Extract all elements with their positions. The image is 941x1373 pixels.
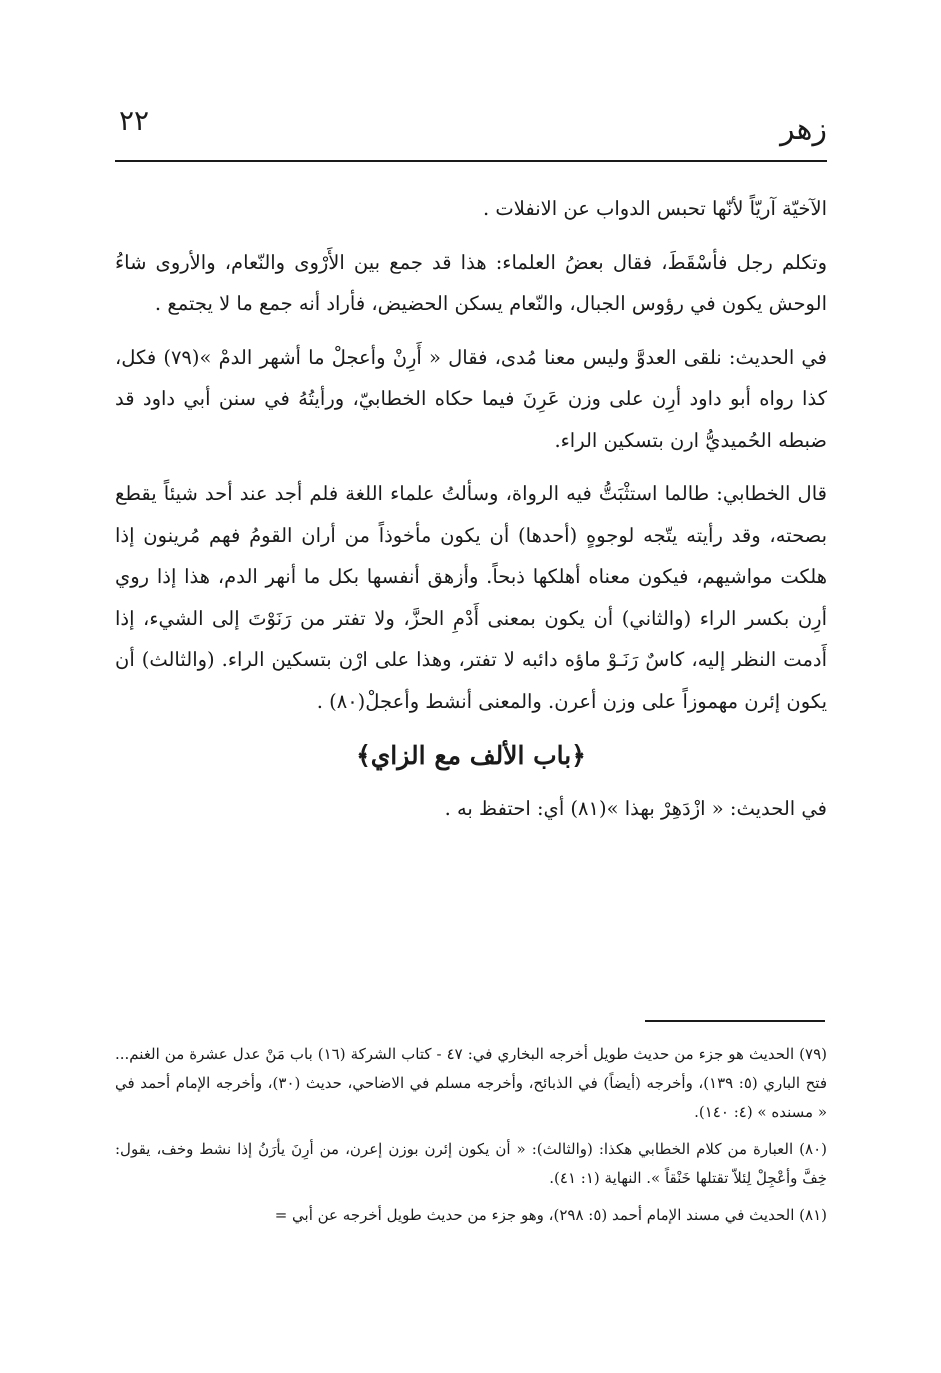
paragraph-3: في الحديث: نلقى العدوَّ وليس معنا مُدى، فقال « أَرِنْ وأعجلْ ما أشهر الدمْ »(٧٩) فكل، كذا رواه أبو داود أرِن على وزن عَرِنَ فيما حكاه الخطابيّ، ورأيتُهُ في سنن أبي داود قد ضبطه الحُميديُّ ارن بتسكين الراء. (115, 345, 827, 452)
body-text (115, 188, 827, 842)
paragraph-2: وتكلم رجل فأسْقَطَ، فقال بعضُ العلماء: هذا قد جمع بين الأَرْوى والنّعام، والأروى شاءُ الوحش يكون في رؤوس الجبال، والنّعام يسكن الحضيض، فأراد أنه جمع ما لا يجتمع . (115, 250, 827, 315)
footnote-81: (٨١) الحديث في مسند الإمام أحمد (٥: ٢٩٨)، وهو جزء من حديث طويل أخرجه عن أبي = (274, 1206, 827, 1224)
paragraph-4: قال الخطابي: طالما استثْبَتُّ فيه الرواة، وسألتُ علماء اللغة فلم أجد عند أحد شيئاً يقطع بصحته، وقد رأيته يتّجه لوجوهٍ (أحدها) أن يكون مأخوذاً من أران القومُ فهم مُرينون إذا هلكت مواشيهم، فيكون معناه أهلكها ذبحاً. وأزهق أنفسها بكل ما أنهر الدم، هذا إذا روي أرِن بكسر الراء (والثاني) أن يكون بمعنى أَدْمِ الحزَّ، ولا تفتر من رَنَوْتَ إلى الشيء، إذا أَدمت النظر إليه، كاسٌ رَنَـوْ ماؤه دائبه لا تفتر، وهذا على ارْن بتسكين الراء. (والثالث) أن يكون إئرن مهموزاً على وزن أعرن. والمعنى أنشط وأعجلْ(٨٠) . (115, 482, 827, 713)
footnote-79: (٧٩) الحديث هو جزء من حديث طويل أخرجه البخاري في: ٤٧ - كتاب الشركة (١٦) باب مَنْ عدل عشرة من الغنم... فتح الباري (٥: ١٣٩)، وأخرجه (أيضاً) في الذبائح، وأخرجه مسلم في الاضاحي، حديث (٣٠)، وأخرجه الإمام أحمد في « مسنده » (٤: ١٤٠). (115, 1045, 827, 1121)
paragraph-1: الآخيّة آريّاً لأنّها تحبس الدواب عن الانفلات . (482, 197, 827, 220)
paragraph-5: في الحديث: « ازْدَهِرْ بهذا »(٨١) أي: احتفظ به . (444, 797, 827, 820)
footnote-divider (645, 1020, 825, 1022)
footnote-80: (٨٠) العبارة من كلام الخطابي هكذا: (والثالث): « أن يكون إئرن بوزن إعرن، من أرِنَ يأرَنُ إذا نشط وخف، يقول: خِفَّ وأعْجِلْ لِئلاّ تقتلها خَنْقاً ». النهاية (١: ٤١). (115, 1140, 827, 1187)
page-number: ٢٢ (119, 104, 150, 137)
section-title: ﴿باب الألف مع الزاي﴾ (356, 741, 586, 770)
page-header (115, 98, 827, 162)
footnotes (115, 1040, 827, 1238)
running-head: زهر (780, 112, 827, 147)
